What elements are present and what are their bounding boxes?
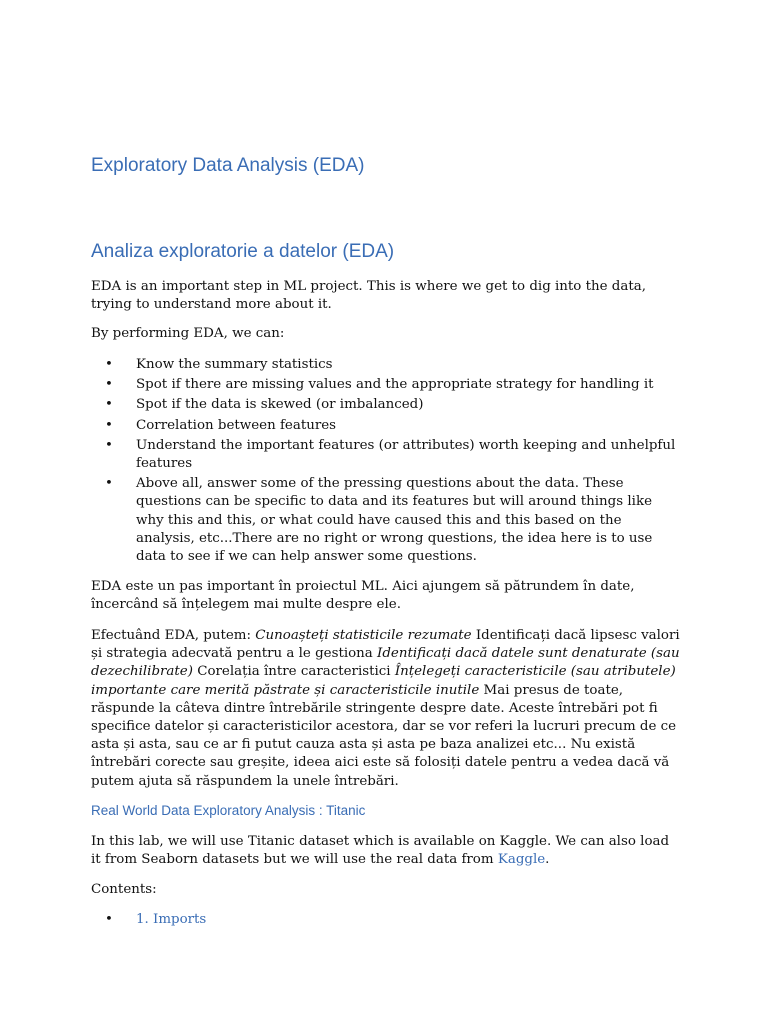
lab-paragraph: In this lab, we will use Titanic dataset which is available on Kaggle. We can also load it from Seaborn datasets but we will use the real data from Kaggle. xyxy=(91,834,670,868)
bullet-icon: • xyxy=(105,417,113,433)
intro-paragraph: EDA is an important step in ML project. This is where we get to dig into the data, trying to understand more about it. xyxy=(91,279,646,313)
toc-link-imports[interactable]: 1. Imports xyxy=(136,912,207,927)
ro-intro-paragraph: EDA este un pas important în proiectul ML. Aici ajungem să pătrundem în date, încercând să înțelegem mai multe despre ele. xyxy=(91,579,635,613)
list-item: • Spot if there are missing values and the appropriate strategy for handling it xyxy=(91,376,681,394)
contents-label: Contents: xyxy=(91,882,157,897)
table-of-contents xyxy=(91,911,681,929)
section-title-ro: Analiza exploratorie a datelor (EDA) xyxy=(91,241,395,262)
toc-item xyxy=(91,911,681,929)
performing-lead: By performing EDA, we can: xyxy=(91,326,285,341)
eda-benefits-list xyxy=(91,356,681,568)
kaggle-link[interactable]: Kaggle xyxy=(497,852,546,868)
list-item: • Correlation between features xyxy=(91,417,681,435)
bullet-icon: • xyxy=(105,912,113,927)
list-item: • Know the summary statistics xyxy=(91,356,681,374)
bullet-icon: • xyxy=(105,357,113,372)
bullet-icon: • xyxy=(105,377,113,393)
bullet-icon: • xyxy=(105,476,113,492)
list-item: • Above all, answer some of the pressing questions about the data. These questions can be specific to data and its features but will around things like why this and this, or what could have caused this and this based on the analysis, etc...There are no right or wrong questions, the idea here is to use data to see if we can help answer some questions. xyxy=(105,476,653,565)
page-title: Exploratory Data Analysis (EDA) xyxy=(91,155,365,176)
list-item: • Understand the important features (or attributes) worth keeping and unhelpful features xyxy=(105,437,676,472)
list-item: • Spot if the data is skewed (or imbalanced) xyxy=(91,396,681,414)
ro-benefits-paragraph: Efectuând EDA, putem: Cunoașteți statisticile rezumate Identificați dacă lipsesc valori și strategia adecvată pentru a le gestiona Identificați dacă datele sunt denaturate (sau dezechilibrate) Corelația între caracteristici Înțelegeți caracteristicile (sau atributele) importante care merită păstrate și caracteristicile inutile Mai presus de toate, răspunde la câteva dintre întrebările stringente despre date. Aceste întrebări pot fi specifice datelor și caracteristicilor acestora, dar se vor referi la lucruri precum de ce asta și asta, sau ce ar fi putut cauza asta și asta pe baza analizei etc... Nu există întrebări corecte sau greșite, ideea aici este să folosiți datele pentru a vedea dacă vă putem ajuta să răspundem la unele întrebări. xyxy=(91,628,680,789)
titanic-section-heading: Real World Data Exploratory Analysis : Titanic xyxy=(91,803,366,818)
bullet-icon: • xyxy=(105,397,113,413)
bullet-icon: • xyxy=(105,437,113,453)
